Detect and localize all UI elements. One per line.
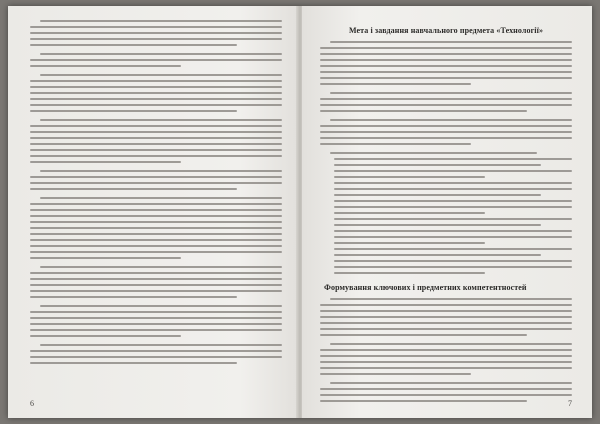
right-page-body [320, 24, 572, 406]
section-heading-goals: Мета і завдання навчального предмета «Технології» [348, 26, 544, 35]
page-number-right: 7 [568, 399, 572, 408]
left-page [8, 6, 298, 418]
left-page-body [30, 20, 282, 368]
section-heading-competences: Формування ключових і предметних компетентностей [324, 283, 527, 292]
right-page [302, 6, 592, 418]
page-number-left: 6 [30, 399, 34, 408]
booklet-spread [8, 6, 592, 418]
